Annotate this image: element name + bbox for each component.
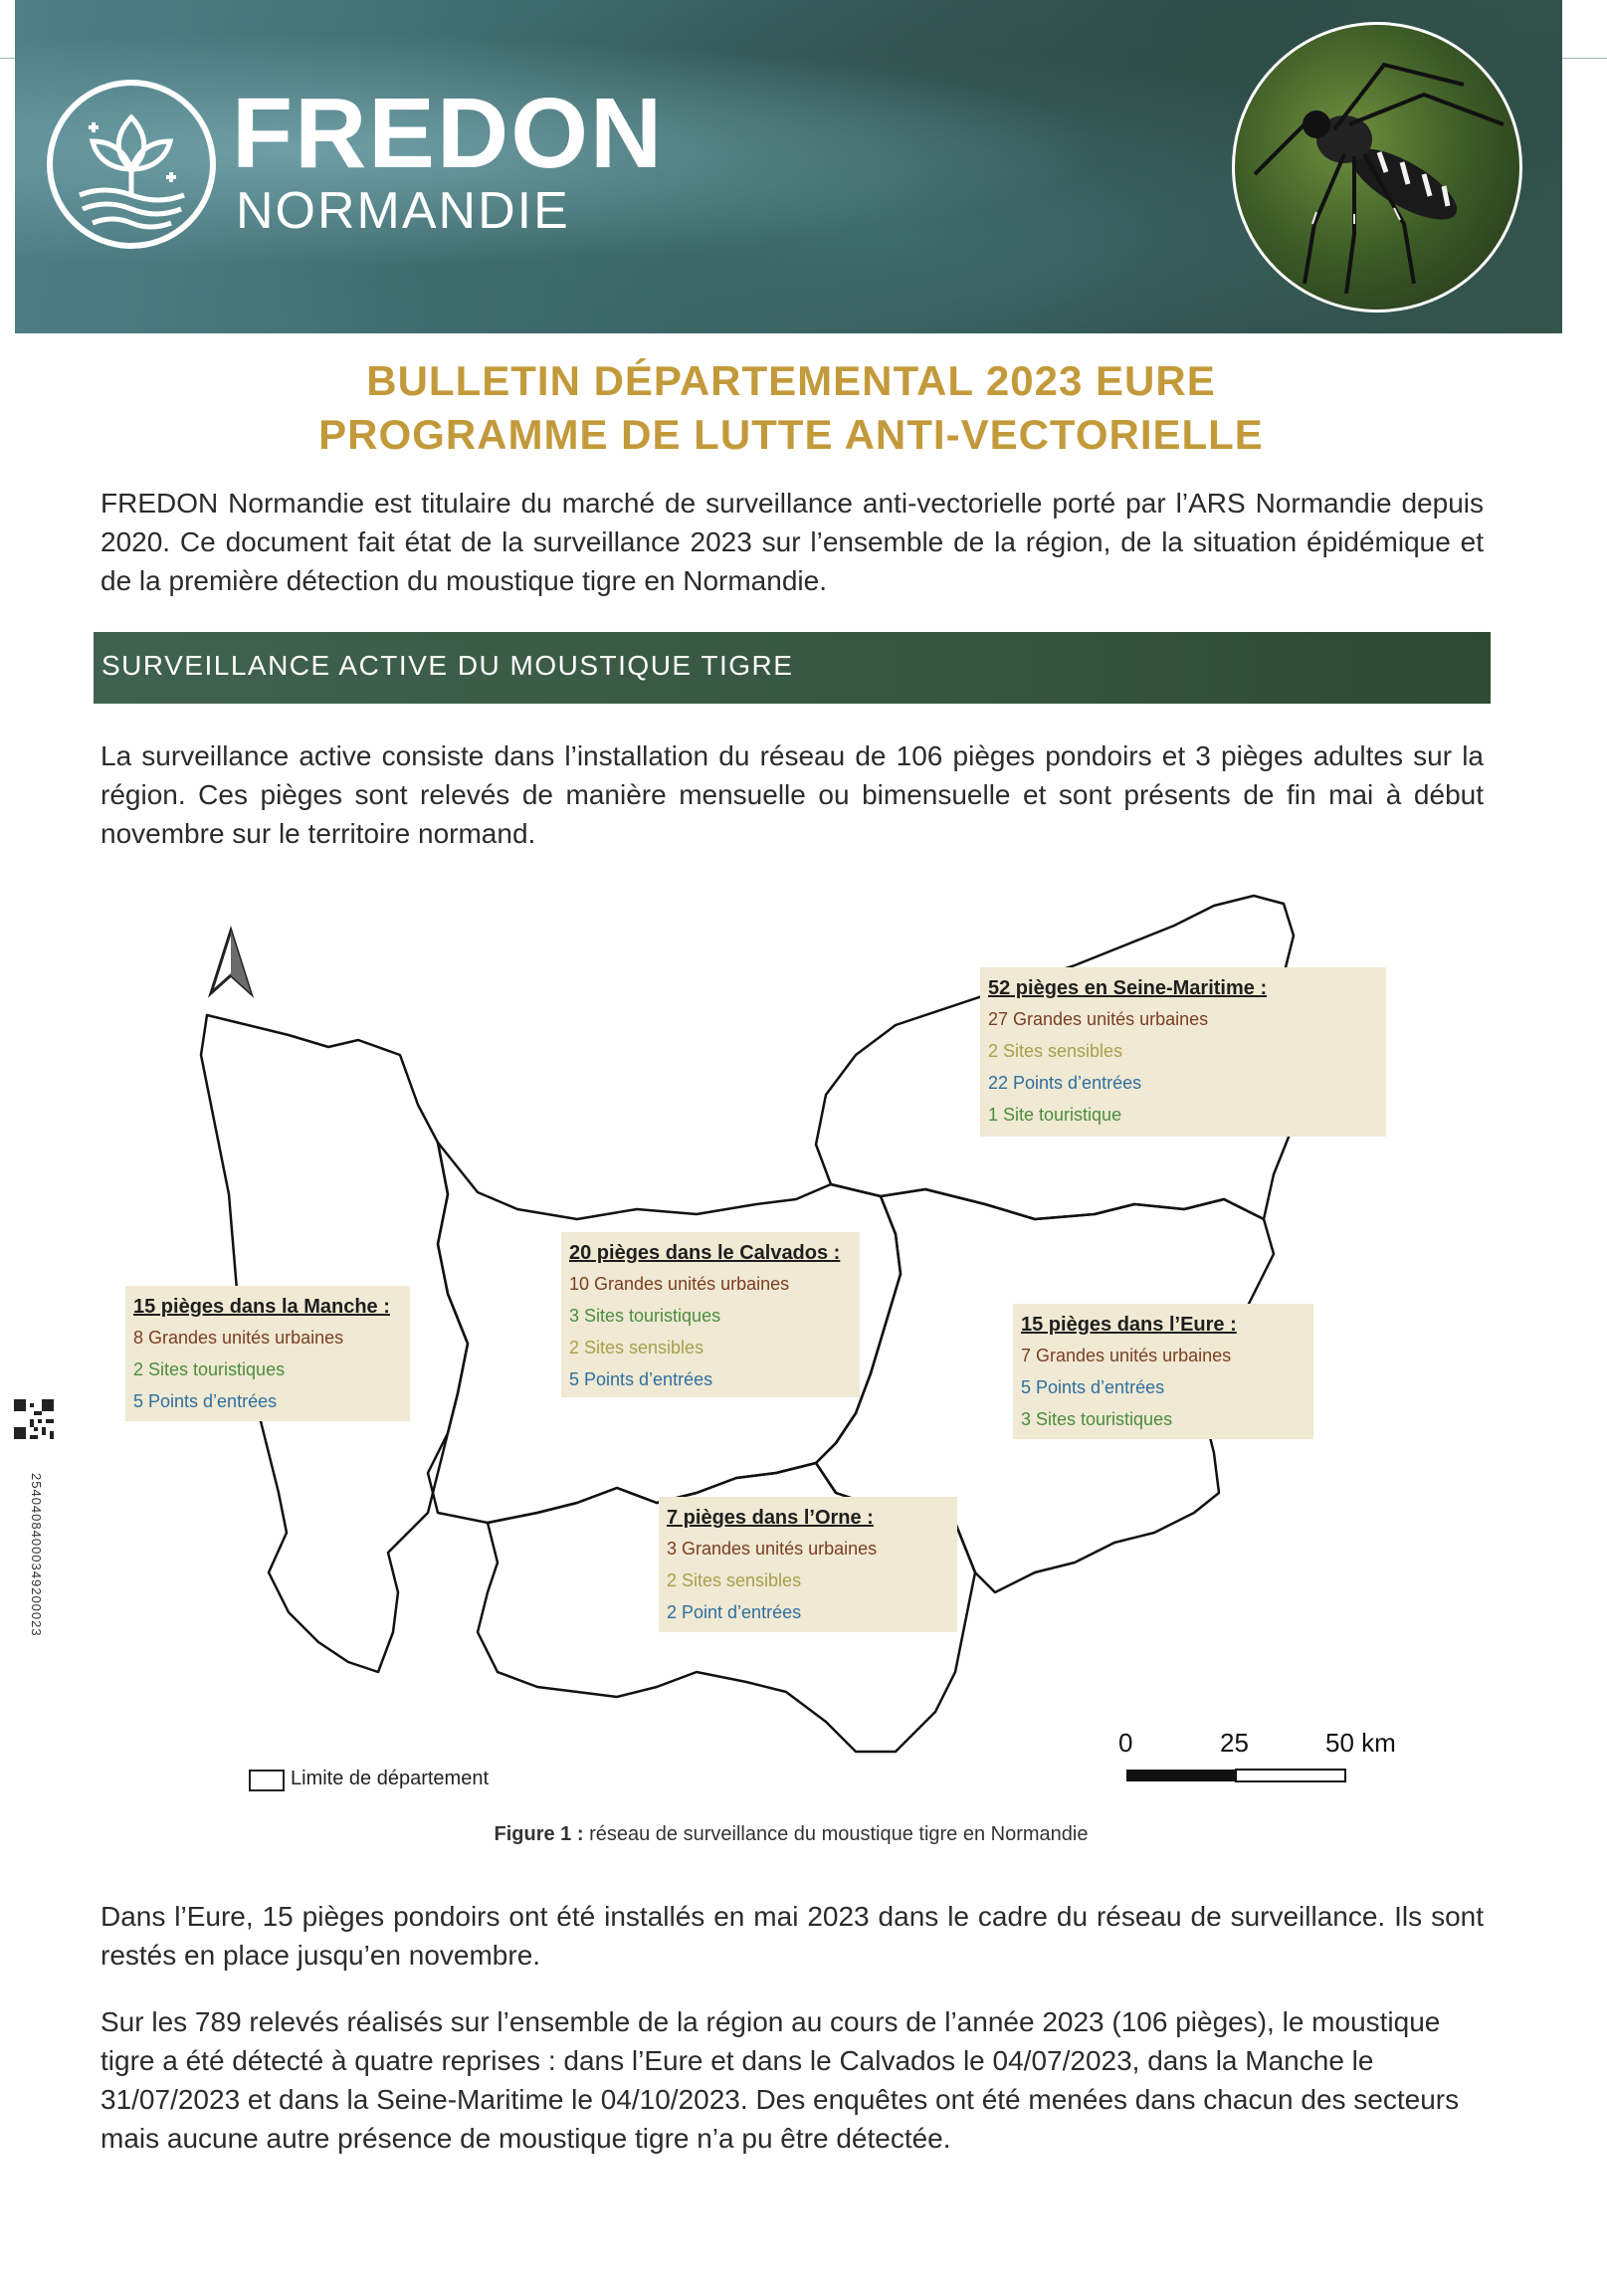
label-line: 2 Sites sensibles: [988, 1041, 1123, 1061]
label-line: 3 Sites touristiques: [569, 1306, 721, 1326]
label-line: 2 Sites sensibles: [569, 1338, 704, 1357]
label-orne: [659, 1497, 957, 1632]
document-code: 25404084000349200023: [29, 1473, 44, 1637]
section-header: [94, 632, 1491, 704]
label-line: 5 Points d’entrées: [133, 1391, 278, 1411]
label-line: 1 Site touristique: [988, 1105, 1122, 1125]
label-title: 20 pièges dans le Calvados :: [569, 1242, 841, 1264]
north-arrow-icon: [211, 931, 251, 993]
scale-label-0: 0: [1118, 1728, 1133, 1758]
eure-paragraph: Dans l’Eure, 15 pièges pondoirs ont été installés en mai 2023 dans le cadre du réseau de surveillance. Ils sont restés en place jusqu’en novembre.: [100, 1901, 1484, 1971]
label-line: 3 Sites touristiques: [1021, 1409, 1173, 1429]
label-title: 15 pièges dans la Manche :: [133, 1296, 390, 1318]
label-line: 5 Points d’entrées: [569, 1369, 713, 1389]
scale-label-50: 50 km: [1325, 1728, 1396, 1758]
mosquito-photo: [1232, 22, 1522, 313]
label-line: 5 Points d’entrées: [1021, 1377, 1165, 1397]
qr-code-icon: [14, 1399, 54, 1439]
label-line: 2 Point d’entrées: [667, 1602, 802, 1622]
legend-swatch: [249, 1770, 285, 1791]
title-line-1: BULLETIN DÉPARTEMENTAL 2023 EURE: [366, 357, 1216, 404]
section-title: SURVEILLANCE ACTIVE DU MOUSTIQUE TIGRE: [101, 650, 794, 681]
scale-bar: [1126, 1770, 1345, 1781]
label-line: 7 Grandes unités urbaines: [1021, 1346, 1232, 1365]
header-banner: [15, 0, 1562, 333]
intro-paragraph: FREDON Normandie est titulaire du marché de surveillance anti-vectorielle porté par l’ARS Normandie depuis 2020. Ce document fait état de la surveillance 2023 sur l’ensemble de la région, de la situation épidémique et de la première détection du moustique tigre en Normandie.: [100, 488, 1484, 596]
label-seine-maritime: [980, 967, 1386, 1137]
label-line: 8 Grandes unités urbaines: [133, 1328, 344, 1348]
label-title: 7 pièges dans l’Orne :: [667, 1507, 874, 1529]
label-eure: [1013, 1304, 1313, 1439]
caption-text: réseau de surveillance du moustique tigre en Normandie: [583, 1823, 1089, 1845]
fredon-logo-icon: [45, 78, 219, 252]
brand-region: NORMANDIE: [236, 182, 570, 240]
releves-paragraph: Sur les 789 relevés réalisés sur l’ensemble de la région au cours de l’année 2023 (106 pièges), le moustique tigre a été détecté à quatre reprises : dans l’Eure et dans le Calvados le 04/07/2023, dans la Manche le 31/07/2023 et dans la Seine-Maritime le 04/10/2023. Des enquêtes ont été menées dans chacun des secteurs mais aucune autre présence de moustique tigre n’a pu être détectée.: [100, 2006, 1460, 2154]
label-line: 3 Grandes unités urbaines: [667, 1539, 878, 1559]
legend-label: Limite de département: [291, 1768, 490, 1789]
label-line: 2 Sites touristiques: [133, 1359, 286, 1379]
brand-name: FREDON: [232, 78, 665, 189]
label-calvados: [561, 1232, 860, 1397]
scale-label-25: 25: [1220, 1728, 1249, 1758]
label-manche: [125, 1286, 410, 1421]
label-line: 27 Grandes unités urbaines: [988, 1009, 1209, 1029]
label-title: 52 pièges en Seine-Maritime :: [988, 977, 1268, 999]
mosquito-icon: [1235, 25, 1519, 310]
label-title: 15 pièges dans l’Eure :: [1021, 1314, 1237, 1336]
title-line-2: PROGRAMME DE LUTTE ANTI-VECTORIELLE: [318, 411, 1264, 458]
figure-caption: [0, 1823, 1582, 1846]
caption-label: Figure 1 :: [494, 1823, 584, 1845]
surveillance-paragraph: La surveillance active consiste dans l’installation du réseau de 106 pièges pondoirs et 3 pièges adultes sur la région. Ces pièges sont relevés de manière mensuelle ou bimensuelle et sont présents de fin mai à début novembre sur le territoire normand.: [100, 740, 1484, 849]
label-line: 2 Sites sensibles: [667, 1570, 802, 1590]
label-line: 22 Points d’entrées: [988, 1073, 1142, 1093]
normandy-map: [133, 876, 1433, 1831]
label-line: 10 Grandes unités urbaines: [569, 1274, 790, 1294]
